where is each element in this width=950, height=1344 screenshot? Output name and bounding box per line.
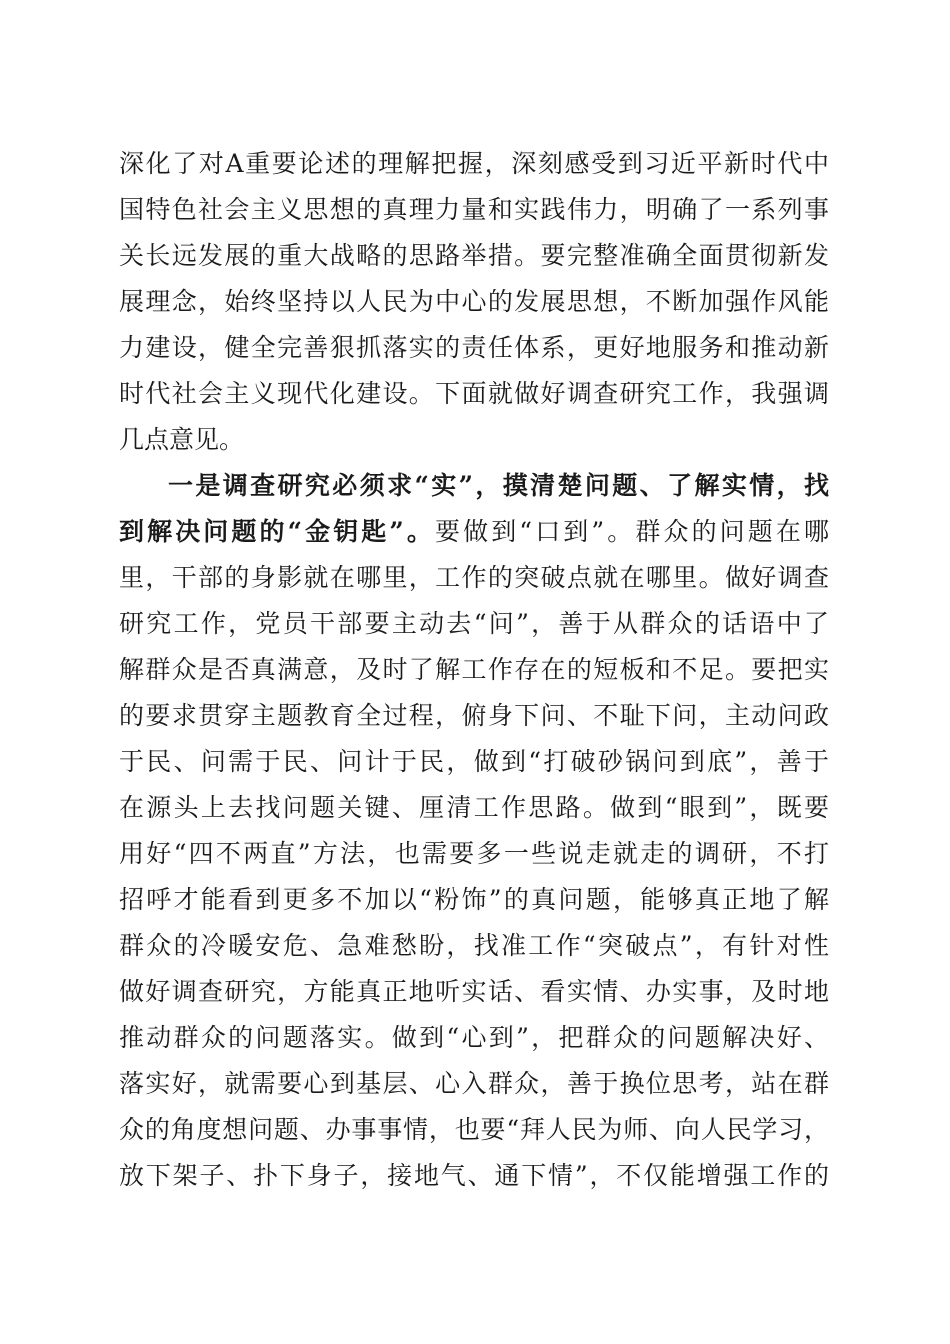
p1-line-3: 关长远发展的重大战略的思路举措。要完整准确全面贯彻新发 [119, 241, 829, 270]
p1-line-1: 深化了对A重要论述的理解把握，深刻感受到习近平新时代中 [119, 149, 829, 178]
p2-line-3: 解群众是否真满意，及时了解工作存在的短板和不足。要把实 [119, 655, 829, 684]
p1-line-4: 展理念，始终坚持以人民为中心的发展思想，不断加强作风能 [119, 287, 829, 316]
p1-line-2: 国特色社会主义思想的真理力量和实践伟力，明确了一系列事 [119, 195, 829, 224]
p2-line-12: 落实好，就需要心到基层、心入群众，善于换位思考，站在群 [119, 1069, 829, 1098]
p2-heading-line-1: 一是调查研究必须求“实”，摸清楚问题、了解实情，找 [168, 471, 829, 500]
p2-heading-rest: 要做到“口到”。群众的问题在哪 [435, 517, 829, 546]
p2-line-7: 用好“四不两直”方法，也需要多一些说走就走的调研，不打 [119, 839, 829, 868]
p2-line-1: 里，干部的身影就在哪里，工作的突破点就在哪里。做好调查 [119, 563, 829, 592]
p2-heading-bold-part: 到解决问题的“金钥匙”。 [119, 517, 435, 546]
p1-line-5: 力建设，健全完善狠抓落实的责任体系，更好地服务和推动新 [119, 333, 829, 362]
p2-line-14: 放下架子、扑下身子，接地气、通下情”，不仅能增强工作的 [119, 1161, 829, 1190]
p1-line-6: 时代社会主义现代化建设。下面就做好调查研究工作，我强调 [119, 379, 829, 408]
p2-line-9: 群众的冷暖安危、急难愁盼，找准工作“突破点”，有针对性 [119, 931, 829, 960]
p2-line-13: 众的角度想问题、办事事情，也要“拜人民为师、向人民学习， [119, 1115, 829, 1144]
p2-line-5: 于民、问需于民、问计于民，做到“打破砂锅问到底”，善于 [119, 747, 829, 776]
p1-line-7: 几点意见。 [119, 425, 245, 454]
p2-line-8: 招呼才能看到更多不加以“粉饰”的真问题，能够真正地了解 [119, 885, 829, 914]
p2-line-2: 研究工作，党员干部要主动去“问”，善于从群众的话语中了 [119, 609, 829, 638]
p2-line-11: 推动群众的问题落实。做到“心到”，把群众的问题解决好、 [119, 1023, 829, 1052]
p2-heading-line-2 [119, 509, 829, 555]
p2-line-10: 做好调查研究，方能真正地听实话、看实情、办实事，及时地 [119, 977, 829, 1006]
p2-line-6: 在源头上去找问题关键、厘清工作思路。做到“眼到”，既要 [119, 793, 829, 822]
p2-line-4: 的要求贯穿主题教育全过程，俯身下问、不耻下问，主动问政 [119, 701, 829, 730]
